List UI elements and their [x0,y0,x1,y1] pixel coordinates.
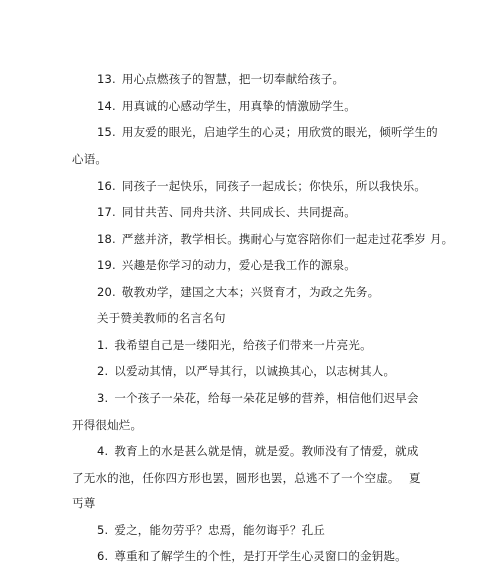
section-heading [97,311,226,325]
item-number: 16. [97,179,116,193]
item-text: 用友爱的眼光，启迪学生的心灵；用欣赏的眼光，倾听学生的 [121,125,438,139]
item-number: 14. [97,99,116,113]
text-line [97,258,356,272]
text-line [97,232,453,246]
item-text: 爱之，能勿劳乎？忠焉，能勿诲乎？孔丘 [114,523,325,537]
text-line [97,444,419,458]
item-text: 用真诚的心感动学生，用真挚的情激励学生。 [121,99,356,113]
item-number: 17. [97,205,116,219]
item-text: 尊重和了解学生的个性，是打开学生心灵窗口的金钥匙。 [114,549,407,563]
item-number: 2. [97,364,109,378]
text-line [97,179,426,193]
item-number: 19. [97,258,116,272]
item-number: 20. [97,285,116,299]
item-text: 了无水的池，任你四方形也罢，圆形也罢，总逃不了一个空虚。 [72,471,400,485]
text-line [97,205,356,219]
item-text: 丐尊 [72,496,96,510]
item-text: 兴趣是你学习的动力，爱心是我工作的源泉。 [121,258,356,272]
text-line [97,391,419,405]
item-number: 3. [97,391,109,405]
text-line [97,549,407,563]
item-text: 我希望自己是一缕阳光，给孩子们带来一片亮光。 [114,338,372,352]
text-line [97,99,356,113]
item-text: 一个孩子一朵花，给每一朵花足够的营养，相信他们迟早会 [114,391,419,405]
text-line [72,152,107,166]
item-number: 6. [97,549,109,563]
text-line [97,364,395,378]
item-text: 同甘共苦、同舟共济、共同成长、共同提高。 [121,205,356,219]
heading-text: 关于赞美教师的名言名句 [97,311,226,325]
item-text: 同孩子一起快乐，同孩子一起成长；你快乐，所以我快乐。 [121,179,427,193]
item-text: 严慈并济，教学相长。携耐心与宽容陪你们一起走过花季岁 月。 [121,232,454,246]
item-number: 5. [97,523,109,537]
text-line [72,418,142,432]
item-number: 1. [97,338,109,352]
item-number: 4. [97,444,109,458]
text-line [97,338,372,352]
item-number: 13. [97,72,116,86]
item-number: 15. [97,125,116,139]
item-text: 敬教劝学，建国之大本；兴贤育才，为政之先务。 [121,285,380,299]
item-text: 开得很灿烂。 [72,418,143,432]
text-line [72,471,400,485]
text-line [97,523,325,537]
text-line [97,72,344,86]
item-text: 心语。 [72,152,108,166]
item-number: 18. [97,232,116,246]
item-text: 以爱动其情，以严导其行，以诚换其心，以志树其人。 [114,364,396,378]
text-line [97,285,379,299]
author-name-part: 夏 [409,471,421,485]
text-line [97,125,438,139]
text-line [72,496,95,510]
item-text: 教育上的水是甚么就是情，就是爱。教师没有了情爱，就成 [114,444,419,458]
item-text: 用心点燃孩子的智慧，把一切奉献给孩子。 [121,72,345,86]
